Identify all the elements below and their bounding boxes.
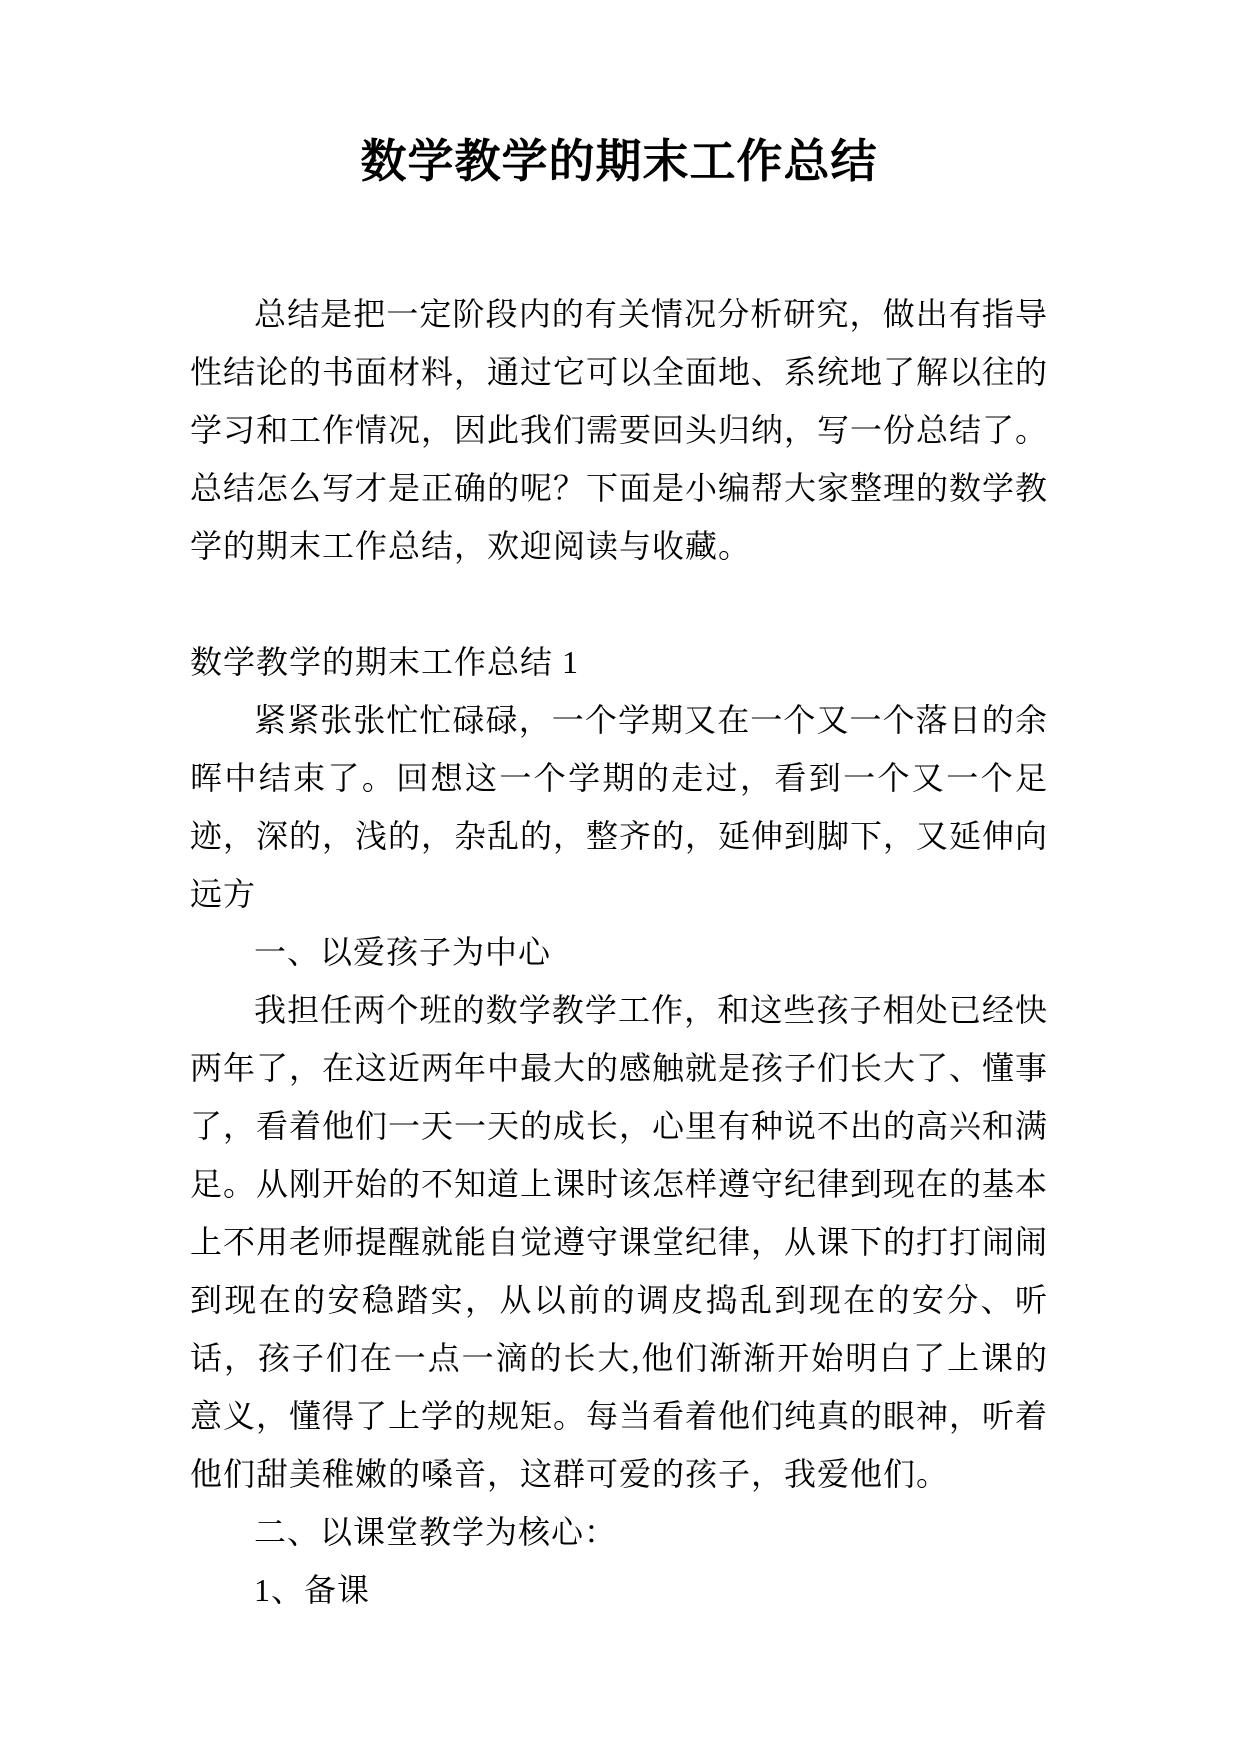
subheading-love-children: 一、以爱孩子为中心 [254, 934, 552, 970]
subheading-classroom-teaching: 二、以课堂教学为核心： [254, 1514, 618, 1550]
paragraph-teaching-experience: 我担任两个班的数学教学工作，和这些孩子相处已经快两年了，在这近两年中最大的感触就是孩子们长大了、懂事了，看着他们一天一天的成长，心里有种说不出的高兴和满足。从刚开始的不知道上课时该怎样遵守纪律到现在的基本上不用老师提醒就能自觉遵守课堂纪律，从课下的打打闹闹到现在的安稳踏实，从以前的调皮捣乱到现在的安分、听话，孩子们在一点一滴的长大,他们渐渐开始明白了上课的意义，懂得了上学的规矩。每当看着他们纯真的眼神，听着他们甜美稚嫩的嗓音，这群可爱的孩子，我爱他们。 [190, 992, 1049, 1492]
section-label-summary-1: 数学教学的期末工作总结 1 [190, 644, 580, 680]
paragraph-semester-review: 紧紧张张忙忙碌碌，一个学期又在一个又一个落日的余晖中结束了。回想这一个学期的走过，看到一个又一个足迹，深的，浅的，杂乱的，整齐的，延伸到脚下，又延伸向远方 [190, 702, 1049, 912]
doc-title: 数学教学的期末工作总结 [360, 136, 878, 187]
list-item-lesson-prep: 1、备课 [254, 1572, 371, 1608]
intro-paragraph: 总结是把一定阶段内的有关情况分析研究，做出有指导性结论的书面材料，通过它可以全面地、系统地了解以往的学习和工作情况，因此我们需要回头归纳，写一份总结了。总结怎么写才是正确的呢？下面是小编帮大家整理的数学教学的期末工作总结，欢迎阅读与收藏。 [190, 296, 1049, 564]
